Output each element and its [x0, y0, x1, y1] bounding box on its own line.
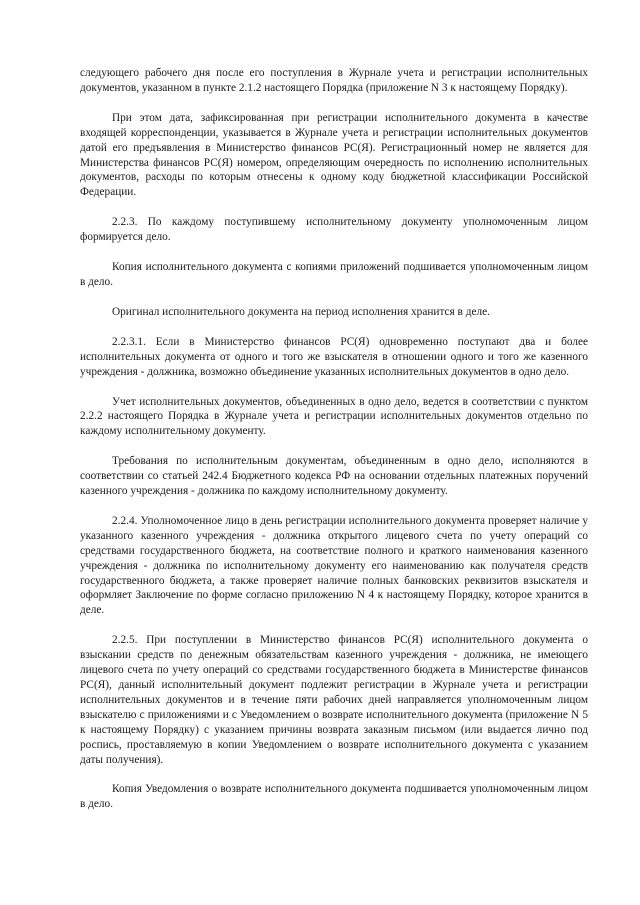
- paragraph-2-2-3: 2.2.3. По каждому поступившему исполнительному документу уполномоченным лицом формируется дело.: [80, 216, 588, 244]
- paragraph-continuation: следующего рабочего дня после его поступления в Журнале учета и регистрации исполнительных документов, указанном в пункте 2.1.2 настоящего Порядка (приложение N 3 к настоящему Порядку).: [80, 67, 588, 94]
- paragraph-copy-filed: Копия исполнительного документа с копиями приложений подшивается уполномоченным лицом в дело.: [80, 261, 588, 288]
- paragraph-accounting: Учет исполнительных документов, объединенных в одно дело, ведется в соответствии с пунктом 2.2.2 настоящего Порядка в Журнале учета и регистрации исполнительных документов отдельно по каждому исполнительному документу.: [80, 395, 588, 438]
- paragraph-notice-copy: Копия Уведомления о возврате исполнительного документа подшивается уполномоченным лицом в дело.: [80, 783, 588, 811]
- paragraph-original-kept: Оригинал исполнительного документа на период исполнения хранится в деле.: [112, 305, 490, 318]
- paragraph-2-2-4: 2.2.4. Уполномоченное лицо в день регистрации исполнительного документа проверяет наличие у указанного казенного учреждения - должника открытого лицевого счета по учету операций со средствами государственного бюджета, на соответствие полного и краткого наименования казенного учреждения - должника по исполнительному документу его наименованию как получателя средств государственного бюджета, а также проверяет наличие полных банковских реквизитов взыскателя и оформляет Заключение по форме согласно приложению N 4 к настоящему Порядку, которое хранится в деле.: [80, 514, 588, 617]
- paragraph-2-2-5: 2.2.5. При поступлении в Министерство финансов РС(Я) исполнительного документа о взыскании средств по денежным обязательствам казенного учреждения - должника, не имеющего лицевого счета по учету операций со средствами государственного бюджета в Министерстве финансов РС(Я), данный исполнительный документ подлежит регистрации в Журнале учета и регистрации исполнительных документов и в течение пяти рабочих дней направляется уполномоченным лицом взыскателю с приложениями и с Уведомлением о возврате исполнительного документа (приложение N 5 к настоящему Порядку) с указанием причины возврата заказным письмом (или выдается лично под роспись, проставляемую в копии Уведомлением о возврате исполнительного документа с указанием даты получения).: [80, 634, 588, 766]
- document-page: [80, 66, 588, 812]
- paragraph-requirements: Требования по исполнительным документам, объединенным в одно дело, исполняются в соответствии со статьей 242.4 Бюджетного кодекса РФ на основании отдельных платежных поручений казенного учреждения - должника по каждому исполнительному документу.: [80, 455, 588, 498]
- paragraph-2-2-3-1: 2.2.3.1. Если в Министерство финансов РС(Я) одновременно поступают два и более исполнительных документа от одного и того же взыскателя в отношении одного и того же казенного учреждения - должника, возможно объединение указанных исполнительных документов в одно дело.: [80, 335, 588, 378]
- paragraph-registration-date: При этом дата, зафиксированная при регистрации исполнительного документа в качестве входящей корреспонденции, указывается в Журнале учета и регистрации исполнительных документов датой его предъявления в Министерство финансов РС(Я). Регистрационный номер не является для Министерства финансов РС(Я) номером, определяющим очередность по исполнению исполнительных документов, расходы по которым отнесены к одному коду бюджетной классификации Российской Федерации.: [80, 111, 588, 199]
